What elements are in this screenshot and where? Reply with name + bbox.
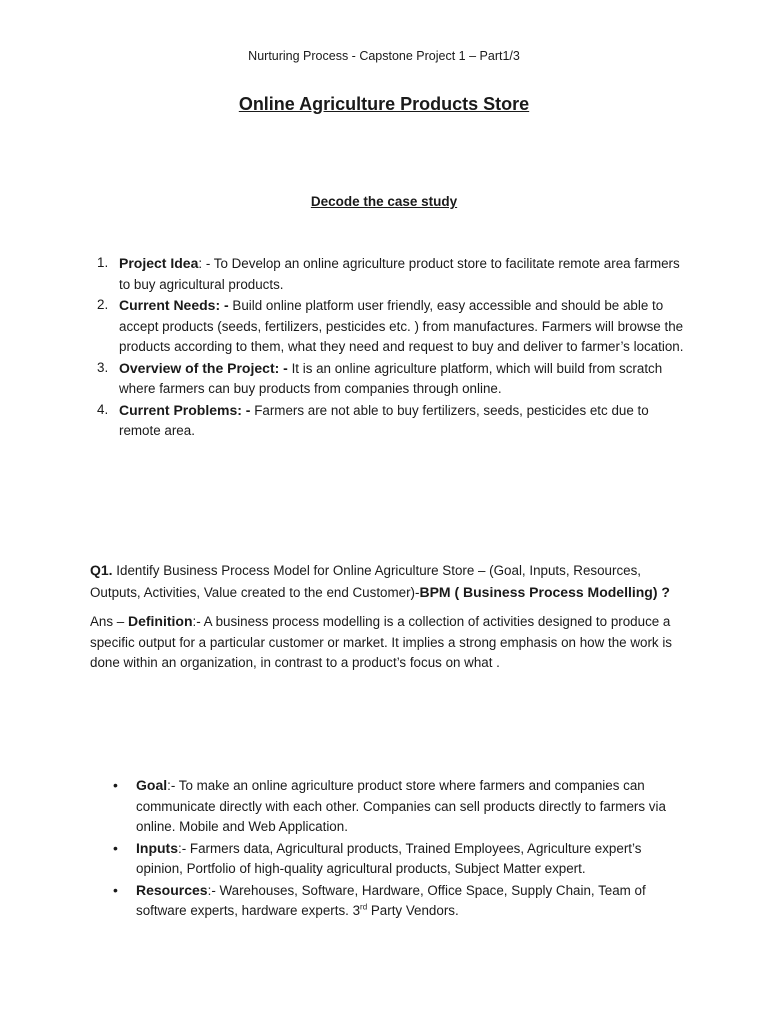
- ordinal-superscript: rd: [360, 902, 368, 912]
- bullet-icon: •: [113, 777, 118, 793]
- list-number: 1.: [97, 255, 109, 270]
- answer-paragraph: [90, 611, 690, 674]
- case-study-list: [90, 253, 690, 442]
- bpm-bullet-list: [90, 775, 690, 922]
- bullet-label: Goal: [136, 777, 168, 793]
- bullet-label: Resources: [136, 881, 208, 898]
- item-text: It is an online agriculture platform, which will build from scratch where farmers can buy products from companies through online.: [119, 360, 663, 396]
- bullet-text: :- To make an online agriculture product store where farmers and companies can communicate directly with each other. Companies can sell products directly to farmers via online. Mobile and Web Application.: [136, 778, 666, 834]
- list-number: 2.: [97, 297, 109, 312]
- list-item: [90, 400, 690, 442]
- list-item: [90, 253, 690, 295]
- bullet-text: :- Warehouses, Software, Hardware, Office Space, Supply Chain, Team of software experts, hardware experts. 3: [136, 882, 646, 918]
- list-item: [90, 838, 690, 880]
- bullet-icon: •: [113, 839, 118, 856]
- page-header: Nurturing Process - Capstone Project 1 – Part1/3: [248, 49, 520, 63]
- answer-prefix: Ans –: [90, 614, 128, 629]
- question-text: Identify Business Process Model for Online Agriculture Store – (Goal, Inputs, Resources, Outputs, Activities, Value created to the end Customer)-: [90, 563, 642, 600]
- answer-label: Definition: [127, 613, 193, 629]
- item-text: Farmers are not able to buy fertilizers, seeds, pesticides etc due to remote area.: [119, 402, 649, 438]
- item-text: Build online platform user friendly, easy accessible and should be able to accept products (seeds, fertilizers, pesticides etc. ) from manufactures. Farmers will browse the products according to them, what they need and request to buy and deliver to farmer’s location.: [119, 298, 684, 354]
- document-title: Online Agriculture Products Store: [238, 94, 530, 114]
- bullet-text: :- Farmers data, Agricultural products, Trained Employees, Agriculture expert’s opinion, Portfolio of high-quality agricultural products, Subject Matter expert.: [136, 840, 642, 876]
- item-separator: : -: [198, 256, 214, 271]
- answer-text: :- A business process modelling is a collection of activities designed to produce a specific output for a particular customer or market. It implies a strong emphasis on how the work is done within an organization, in contrast to a product’s focus on what .: [90, 614, 672, 670]
- item-label: Project Idea: [119, 255, 199, 271]
- item-text: To Develop an online agriculture product store to facilitate remote area farmers to buy agricultural products.: [119, 256, 680, 292]
- list-item: [90, 295, 690, 358]
- question-paragraph: [90, 560, 690, 603]
- question-bold-tail: BPM ( Business Process Modelling) ?: [419, 583, 670, 600]
- bullet-label: Inputs: [136, 839, 178, 856]
- list-item: [90, 358, 690, 400]
- question-label: Q1.: [90, 562, 113, 578]
- item-label: Current Needs: -: [119, 297, 229, 313]
- item-label: Current Problems: -: [119, 401, 251, 418]
- bullet-icon: •: [113, 881, 118, 898]
- list-number: 3.: [97, 359, 109, 375]
- list-item: [90, 880, 690, 922]
- list-item: [90, 775, 690, 838]
- section-subtitle: Decode the case study: [310, 194, 458, 209]
- bullet-text-tail: Party Vendors.: [367, 903, 459, 918]
- item-label: Overview of the Project: -: [119, 359, 288, 376]
- list-number: 4.: [97, 401, 109, 417]
